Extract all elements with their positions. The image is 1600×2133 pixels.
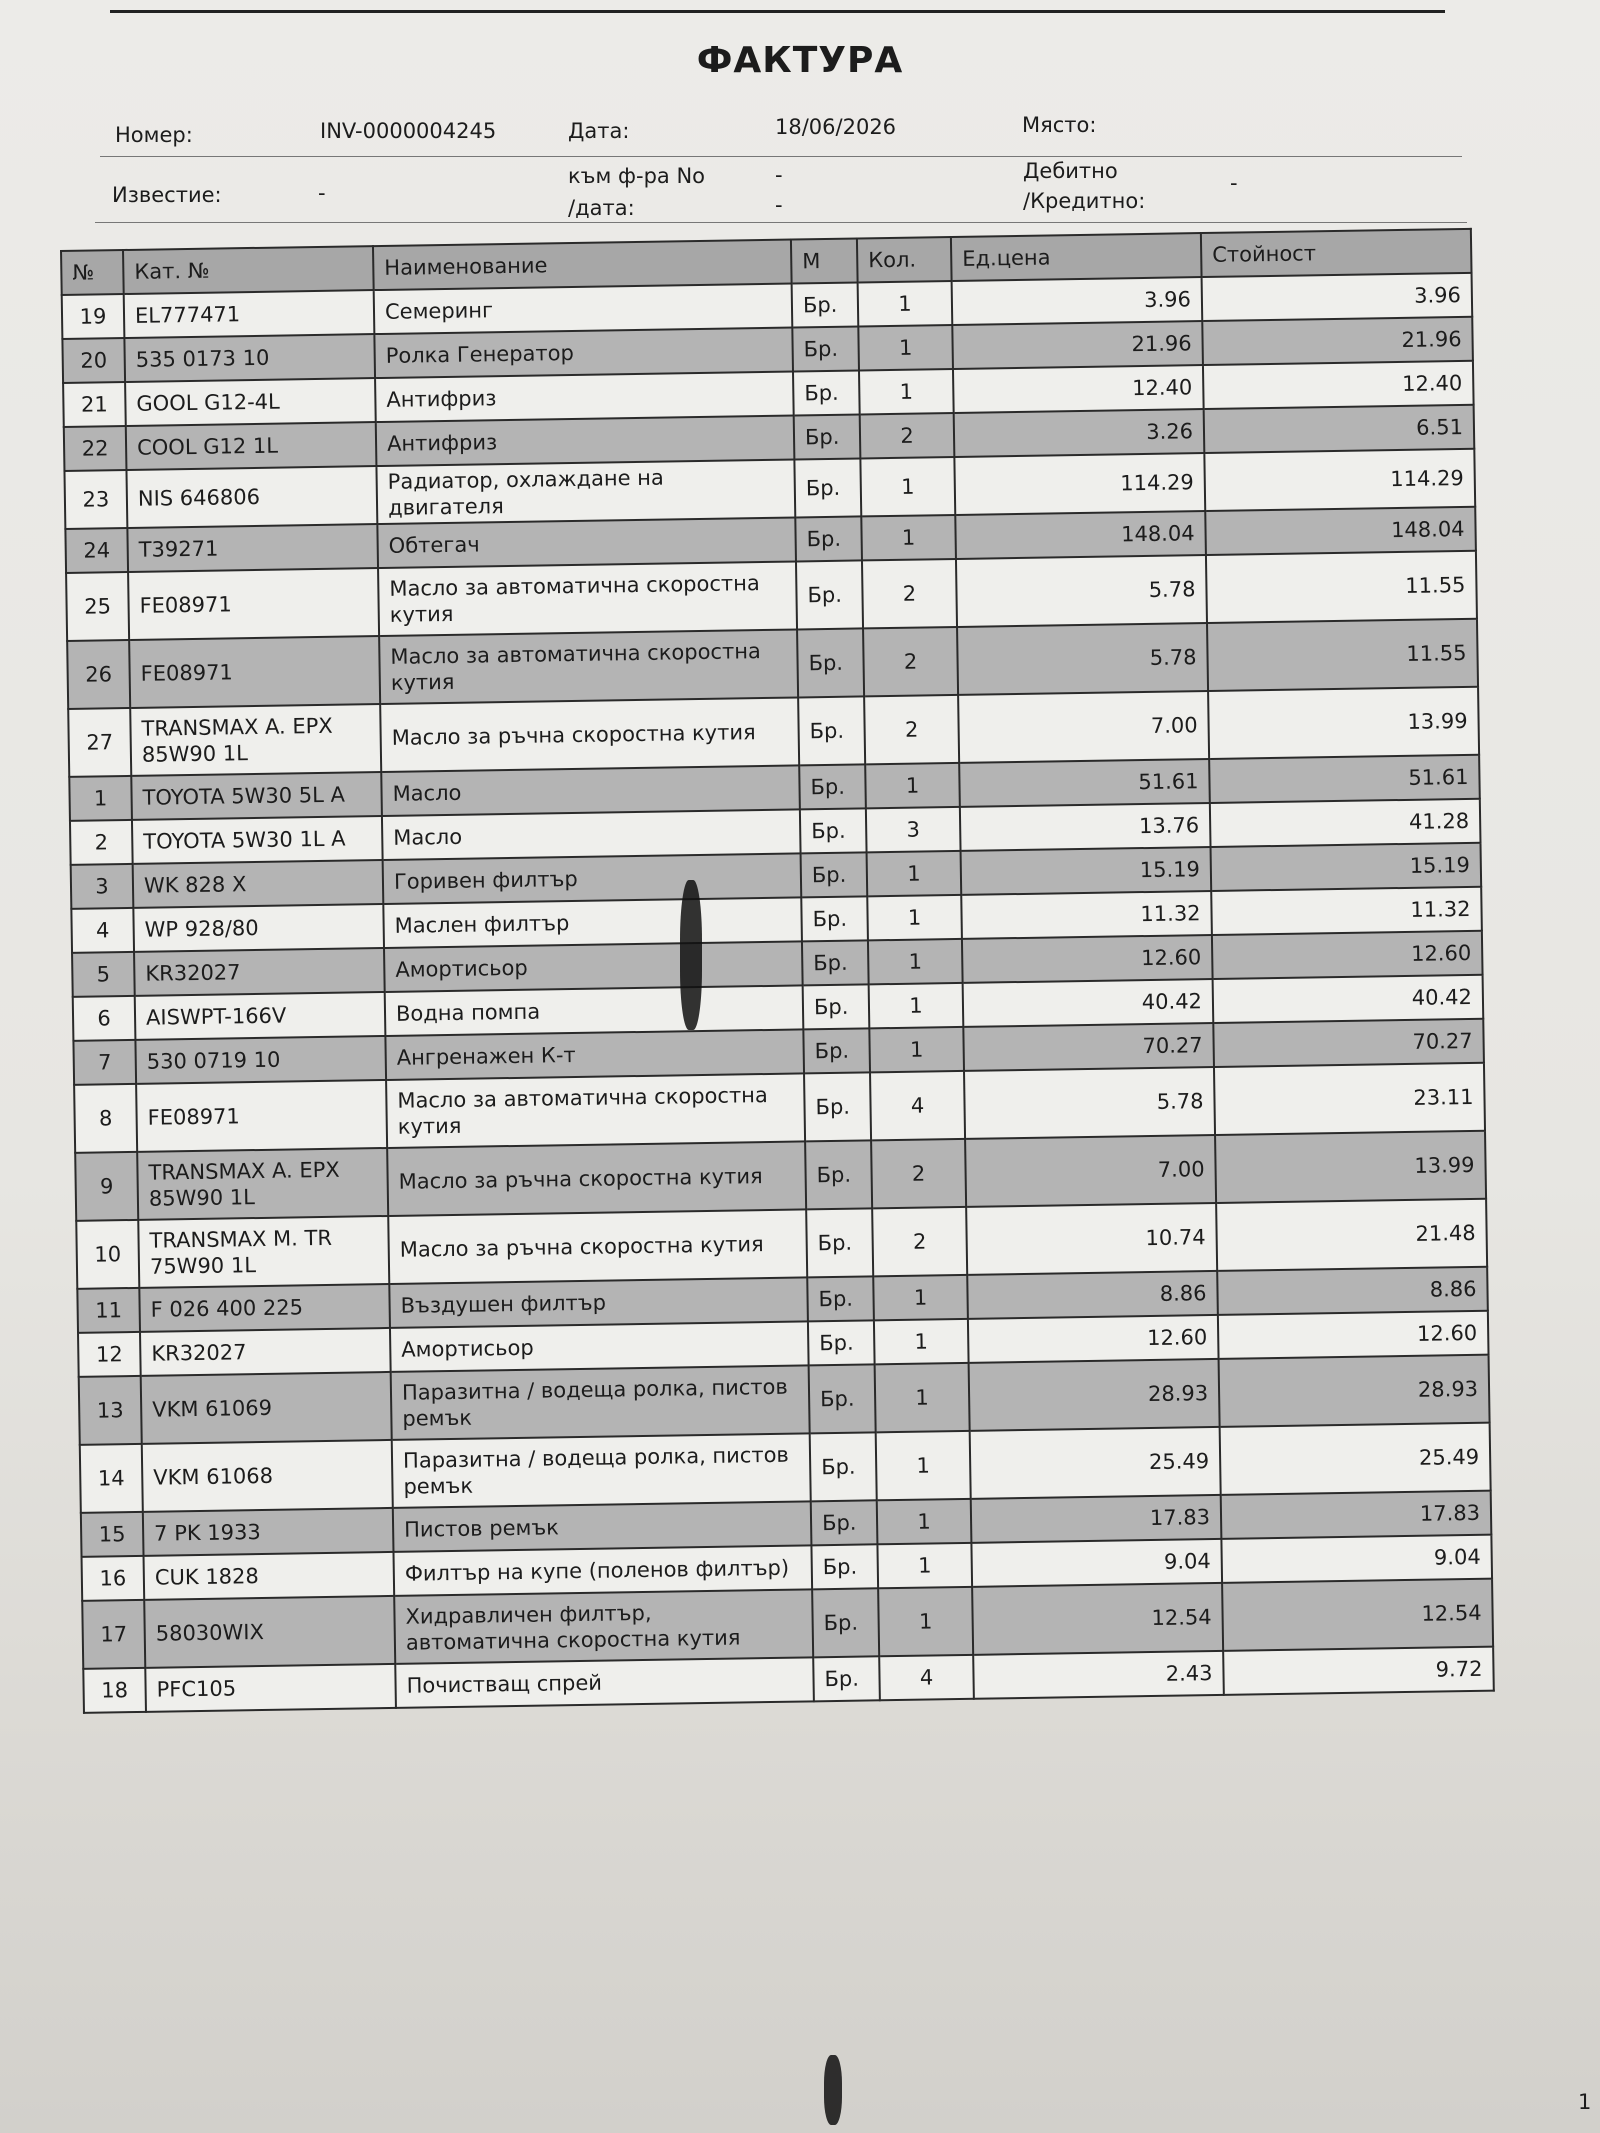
row-total: 13.99 xyxy=(1215,1131,1486,1203)
row-total: 11.32 xyxy=(1211,887,1482,935)
row-qty: 1 xyxy=(858,325,953,370)
col-header-total: Стойност xyxy=(1201,229,1472,277)
row-qty: 1 xyxy=(869,1027,964,1072)
row-cat-no: FE08971 xyxy=(136,1080,387,1152)
row-no: 27 xyxy=(68,708,131,777)
row-name: Масло xyxy=(381,765,800,816)
row-total: 15.19 xyxy=(1211,843,1482,891)
row-name: Филтър на купе (поленов филтър) xyxy=(393,1545,812,1596)
row-cat-no: 7 PK 1933 xyxy=(143,1508,394,1556)
row-cat-no: FE08971 xyxy=(129,636,380,708)
row-cat-no: 58030WIX xyxy=(144,1596,395,1668)
row-qty: 2 xyxy=(871,1139,966,1208)
row-qty: 1 xyxy=(865,763,960,808)
row-total: 21.96 xyxy=(1202,317,1473,365)
col-header-price: Ед.цена xyxy=(951,233,1202,281)
row-cat-no: KR32027 xyxy=(140,1328,391,1376)
row-name: Масло за ръчна скоростна кутия xyxy=(387,1141,806,1216)
date-label: Дата: xyxy=(568,119,630,143)
row-cat-no: TRANSMAX M. TR 75W90 1L xyxy=(138,1216,389,1288)
row-unit: Бр. xyxy=(799,764,866,809)
row-no: 4 xyxy=(71,908,134,953)
row-qty: 1 xyxy=(868,939,963,984)
row-no: 3 xyxy=(71,864,134,909)
row-unit: Бр. xyxy=(803,1028,870,1073)
row-cat-no: WP 928/80 xyxy=(133,904,384,952)
col-header-no: № xyxy=(61,250,124,295)
row-cat-no: VKM 61068 xyxy=(142,1440,393,1512)
row-cat-no: TOYOTA 5W30 5L A xyxy=(131,772,382,820)
row-unit-price: 51.61 xyxy=(959,759,1210,807)
row-cat-no: TOYOTA 5W30 1L A xyxy=(132,816,383,864)
row-qty: 2 xyxy=(860,413,955,458)
invoice-items-table xyxy=(60,228,1495,1714)
row-no: 2 xyxy=(70,820,133,865)
row-unit: Бр. xyxy=(800,808,867,853)
row-name: Паразитна / водеща ролка, пистов ремък xyxy=(391,1365,810,1440)
row-name: Паразитна / водеща ролка, пистов ремък xyxy=(392,1433,811,1508)
top-rule xyxy=(110,10,1445,13)
credit-label: /Кредитно: xyxy=(1023,189,1146,213)
row-name: Горивен филтър xyxy=(383,853,802,904)
row-no: 11 xyxy=(77,1288,140,1333)
row-total: 114.29 xyxy=(1204,449,1475,511)
row-qty: 1 xyxy=(875,1363,970,1432)
row-name: Масло за автоматична скоростна кутия xyxy=(378,561,797,636)
row-unit-price: 5.78 xyxy=(956,555,1207,627)
notice-value: - xyxy=(318,181,326,205)
row-no: 16 xyxy=(82,1556,145,1601)
col-header-qty: Кол. xyxy=(857,237,952,282)
row-name: Хидравличен филтър, автоматична скоростна кутия xyxy=(394,1589,813,1664)
row-total: 21.48 xyxy=(1216,1199,1487,1271)
row-qty: 2 xyxy=(864,695,959,764)
row-name: Семеринг xyxy=(374,284,793,335)
row-unit-price: 3.96 xyxy=(952,277,1203,325)
invoice-title: ФАКТУРА xyxy=(696,40,904,81)
row-unit: Бр. xyxy=(811,1544,878,1589)
row-name: Ролка Генератор xyxy=(374,328,793,379)
row-qty: 1 xyxy=(869,983,964,1028)
row-qty: 1 xyxy=(859,369,954,414)
row-unit: Бр. xyxy=(801,852,868,897)
row-name: Почистващ спрей xyxy=(395,1657,814,1708)
row-unit: Бр. xyxy=(805,1140,872,1209)
debit-label: Дебитно xyxy=(1023,159,1118,183)
date-value: 18/06/2026 xyxy=(775,115,897,139)
row-total: 8.86 xyxy=(1217,1267,1488,1315)
row-cat-no: WK 828 X xyxy=(133,860,384,908)
row-no: 19 xyxy=(62,294,125,339)
row-unit: Бр. xyxy=(808,1320,875,1365)
row-total: 11.55 xyxy=(1207,619,1478,691)
row-unit: Бр. xyxy=(801,896,868,941)
row-cat-no: GOOL G12-4L xyxy=(125,378,376,426)
row-qty: 1 xyxy=(877,1499,972,1544)
row-cat-no: EL777471 xyxy=(124,290,375,338)
debit-value: - xyxy=(1230,171,1238,195)
header-divider-2 xyxy=(95,222,1467,223)
row-unit: Бр. xyxy=(793,370,860,415)
row-total: 28.93 xyxy=(1219,1355,1490,1427)
row-name: Масло за ръчна скоростна кутия xyxy=(388,1209,807,1284)
row-unit: Бр. xyxy=(798,696,865,765)
col-header-cat: Кат. № xyxy=(123,246,374,294)
row-cat-no: VKM 61069 xyxy=(141,1372,392,1444)
ref-label-invoice: към ф-ра No xyxy=(568,164,706,188)
row-unit-price: 25.49 xyxy=(970,1427,1221,1499)
row-name: Антифриз xyxy=(375,372,794,423)
row-cat-no: COOL G12 1L xyxy=(126,422,377,470)
row-unit-price: 7.00 xyxy=(958,691,1209,763)
row-no: 24 xyxy=(65,528,128,573)
row-unit-price: 12.54 xyxy=(972,1583,1223,1655)
row-name: Масло xyxy=(382,809,801,860)
row-name: Ангренажен К-т xyxy=(385,1029,804,1080)
row-name: Масло за автоматична скоростна кутия xyxy=(379,629,798,704)
page-mark: 1 xyxy=(1578,2090,1592,2114)
row-unit: Бр. xyxy=(812,1588,879,1657)
row-no: 20 xyxy=(62,338,125,383)
row-qty: 1 xyxy=(867,895,962,940)
row-unit-price: 12.40 xyxy=(953,365,1204,413)
row-unit: Бр. xyxy=(795,516,862,561)
row-total: 23.11 xyxy=(1214,1063,1485,1135)
number-label: Номер: xyxy=(115,123,193,147)
row-total: 12.40 xyxy=(1203,361,1474,409)
row-name: Пистов ремък xyxy=(393,1501,812,1552)
row-no: 1 xyxy=(69,776,132,821)
ref-value-invoice: - xyxy=(775,163,783,187)
col-header-name: Наименование xyxy=(373,240,792,291)
row-cat-no: 530 0719 10 xyxy=(135,1036,386,1084)
row-cat-no: PFC105 xyxy=(145,1664,396,1712)
ref-label-date: /дата: xyxy=(568,196,635,220)
row-qty: 1 xyxy=(874,1319,969,1364)
header-divider-1 xyxy=(100,156,1462,157)
ink-smudge-bottom xyxy=(824,2055,842,2125)
row-total: 17.83 xyxy=(1221,1491,1492,1539)
row-total: 13.99 xyxy=(1208,687,1479,759)
row-cat-no: TRANSMAX A. EPX 85W90 1L xyxy=(137,1148,388,1220)
row-qty: 2 xyxy=(872,1207,967,1276)
row-name: Амортисьор xyxy=(390,1321,809,1372)
row-cat-no: CUK 1828 xyxy=(144,1552,395,1600)
row-unit-price: 15.19 xyxy=(961,847,1212,895)
row-no: 25 xyxy=(66,572,129,641)
row-qty: 1 xyxy=(858,281,953,326)
row-qty: 2 xyxy=(862,559,957,628)
row-unit-price: 5.78 xyxy=(957,623,1208,695)
place-label: Място: xyxy=(1022,113,1097,137)
row-total: 9.04 xyxy=(1221,1535,1492,1583)
row-unit: Бр. xyxy=(794,458,861,517)
row-total: 40.42 xyxy=(1213,975,1484,1023)
row-no: 8 xyxy=(74,1084,137,1153)
row-qty: 3 xyxy=(866,807,961,852)
row-no: 13 xyxy=(79,1376,142,1445)
number-value: INV-0000004245 xyxy=(320,119,497,143)
row-name: Маслен филтър xyxy=(383,897,802,948)
row-unit: Бр. xyxy=(796,560,863,629)
row-unit-price: 114.29 xyxy=(954,453,1205,515)
row-cat-no: 535 0173 10 xyxy=(124,334,375,382)
row-name: Масло за ръчна скоростна кутия xyxy=(380,697,799,772)
row-qty: 2 xyxy=(863,627,958,696)
row-name: Антифриз xyxy=(376,415,795,466)
row-unit-price: 2.43 xyxy=(973,1651,1224,1699)
row-unit-price: 7.00 xyxy=(965,1135,1216,1207)
row-unit-price: 17.83 xyxy=(971,1495,1222,1543)
row-no: 17 xyxy=(82,1600,145,1669)
row-name: Масло за автоматична скоростна кутия xyxy=(386,1073,805,1148)
row-no: 6 xyxy=(73,996,136,1041)
row-unit-price: 70.27 xyxy=(963,1023,1214,1071)
row-qty: 4 xyxy=(870,1071,965,1140)
row-unit: Бр. xyxy=(803,984,870,1029)
ref-value-date: - xyxy=(775,193,783,217)
row-unit-price: 5.78 xyxy=(964,1067,1215,1139)
row-total: 12.60 xyxy=(1218,1311,1489,1359)
row-unit: Бр. xyxy=(806,1208,873,1277)
row-unit: Бр. xyxy=(811,1500,878,1545)
table-body xyxy=(62,273,1494,1713)
row-no: 10 xyxy=(76,1220,139,1289)
row-unit: Бр. xyxy=(792,282,859,327)
row-no: 5 xyxy=(72,952,135,997)
row-unit-price: 148.04 xyxy=(955,511,1206,559)
row-no: 22 xyxy=(64,426,127,471)
row-no: 12 xyxy=(78,1332,141,1377)
row-cat-no: FE08971 xyxy=(128,568,379,640)
row-no: 9 xyxy=(75,1152,138,1221)
row-total: 148.04 xyxy=(1205,507,1476,555)
row-cat-no: NIS 646806 xyxy=(126,466,377,528)
row-qty: 1 xyxy=(877,1543,972,1588)
row-qty: 1 xyxy=(861,515,956,560)
row-unit: Бр. xyxy=(809,1364,876,1433)
row-total: 70.27 xyxy=(1213,1019,1484,1067)
row-total: 11.55 xyxy=(1206,551,1477,623)
row-name: Амортисьор xyxy=(384,941,803,992)
row-total: 9.72 xyxy=(1223,1647,1494,1695)
row-unit: Бр. xyxy=(794,414,861,459)
notice-label: Известие: xyxy=(112,183,222,207)
row-unit-price: 12.60 xyxy=(962,935,1213,983)
row-no: 21 xyxy=(63,382,126,427)
row-qty: 1 xyxy=(867,851,962,896)
row-qty: 1 xyxy=(876,1431,971,1500)
row-unit: Бр. xyxy=(810,1432,877,1501)
row-unit: Бр. xyxy=(792,326,859,371)
row-no: 15 xyxy=(81,1512,144,1557)
row-no: 26 xyxy=(67,640,130,709)
row-unit-price: 40.42 xyxy=(963,979,1214,1027)
row-total: 12.54 xyxy=(1222,1579,1493,1651)
row-cat-no: AISWPT-166V xyxy=(135,992,386,1040)
row-total: 6.51 xyxy=(1204,405,1475,453)
row-unit-price: 21.96 xyxy=(952,321,1203,369)
row-unit-price: 28.93 xyxy=(969,1359,1220,1431)
row-unit-price: 13.76 xyxy=(960,803,1211,851)
row-unit: Бр. xyxy=(807,1276,874,1321)
row-name: Обтегач xyxy=(377,517,796,568)
row-no: 7 xyxy=(73,1040,136,1085)
row-name: Въздушен филтър xyxy=(389,1277,808,1328)
row-total: 12.60 xyxy=(1212,931,1483,979)
row-unit: Бр. xyxy=(813,1656,880,1701)
row-qty: 1 xyxy=(873,1275,968,1320)
row-unit-price: 3.26 xyxy=(954,409,1205,457)
row-total: 41.28 xyxy=(1210,799,1481,847)
row-cat-no: T39271 xyxy=(127,524,378,572)
row-no: 18 xyxy=(83,1668,146,1713)
row-unit: Бр. xyxy=(804,1072,871,1141)
row-cat-no: F 026 400 225 xyxy=(139,1284,390,1332)
row-unit-price: 10.74 xyxy=(966,1203,1217,1275)
row-unit-price: 9.04 xyxy=(971,1539,1222,1587)
row-qty: 1 xyxy=(878,1587,973,1656)
row-total: 3.96 xyxy=(1202,273,1473,321)
row-unit: Бр. xyxy=(802,940,869,985)
row-cat-no: KR32027 xyxy=(134,948,385,996)
row-total: 25.49 xyxy=(1220,1423,1491,1495)
row-name: Радиатор, охлаждане на двигателя xyxy=(376,459,795,524)
row-unit-price: 8.86 xyxy=(967,1271,1218,1319)
row-no: 23 xyxy=(64,470,127,529)
col-header-unit: М xyxy=(791,238,858,283)
row-qty: 1 xyxy=(860,457,955,516)
row-unit-price: 11.32 xyxy=(961,891,1212,939)
row-name: Водна помпа xyxy=(385,985,804,1036)
row-unit: Бр. xyxy=(797,628,864,697)
ink-smudge xyxy=(680,880,702,1030)
row-total: 51.61 xyxy=(1209,755,1480,803)
row-cat-no: TRANSMAX A. EPX 85W90 1L xyxy=(130,704,381,776)
row-qty: 4 xyxy=(879,1655,974,1700)
row-no: 14 xyxy=(80,1444,143,1513)
row-unit-price: 12.60 xyxy=(968,1315,1219,1363)
